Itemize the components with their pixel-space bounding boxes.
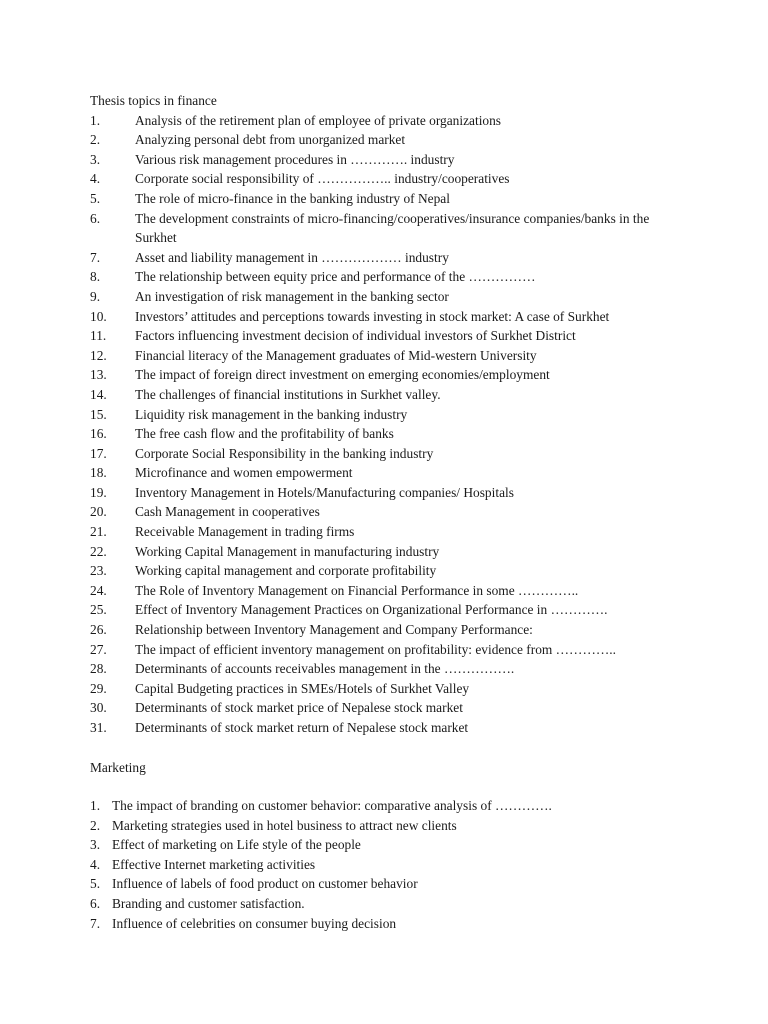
item-number: 2.	[90, 132, 101, 148]
item-number: 12.	[90, 347, 107, 363]
list-item	[90, 542, 690, 562]
item-number: 18.	[90, 465, 107, 481]
list-item	[90, 659, 690, 679]
item-text: The impact of branding on customer behavior: comparative analysis of ………….	[112, 798, 552, 813]
item-number: 7.	[90, 249, 101, 265]
item-number: 9.	[90, 288, 101, 304]
list-item	[90, 581, 690, 601]
list-item	[90, 150, 690, 170]
list-item	[90, 561, 690, 581]
item-text: The development constraints of micro-financing/cooperatives/insurance companies/banks in the Surkhet	[135, 210, 650, 246]
item-text: Various risk management procedures in …………. industry	[135, 151, 455, 167]
list-item	[90, 855, 690, 875]
item-number: 1.	[90, 798, 101, 813]
list-item	[90, 444, 690, 464]
item-text: Influence of celebrities on consumer buying decision	[112, 915, 397, 931]
item-number: 25.	[90, 602, 107, 618]
item-number: 4.	[90, 171, 101, 187]
item-number: 13.	[90, 367, 107, 383]
list-item	[90, 326, 690, 346]
item-text: Determinants of stock market return of Nepalese stock market	[135, 720, 469, 735]
item-text: Inventory Management in Hotels/Manufacturing companies/ Hospitals	[135, 484, 514, 500]
finance-heading: Thesis topics in finance	[90, 93, 217, 108]
list-item	[90, 307, 690, 327]
item-text: Effective Internet marketing activities	[112, 856, 316, 872]
item-number: 4.	[90, 856, 101, 872]
list-item	[90, 796, 690, 816]
item-text: The impact of efficient inventory management on profitability: evidence from …………..	[135, 641, 616, 657]
item-text: The relationship between equity price and performance of the ……………	[135, 269, 536, 285]
item-text: An investigation of risk management in the banking sector	[135, 288, 449, 304]
item-text: The free cash flow and the profitability of banks	[135, 426, 394, 442]
list-item	[90, 209, 690, 248]
list-item	[90, 894, 690, 914]
item-number: 14.	[90, 386, 107, 402]
item-number: 6.	[90, 895, 101, 911]
item-text: Effect of marketing on Life style of the people	[112, 837, 361, 853]
item-number: 28.	[90, 661, 107, 677]
list-item	[90, 698, 690, 718]
list-item	[90, 287, 690, 307]
marketing-topic-list	[90, 796, 690, 933]
item-number: 2.	[90, 817, 101, 833]
item-text: Financial literacy of the Management graduates of Mid-western University	[135, 347, 537, 363]
item-number: 8.	[90, 269, 101, 285]
item-text: Corporate Social Responsibility in the banking industry	[135, 445, 434, 461]
list-item	[90, 248, 690, 268]
item-number: 10.	[90, 308, 107, 324]
list-item	[90, 405, 690, 425]
item-text: Effect of Inventory Management Practices on Organizational Performance in ………….	[135, 602, 608, 618]
item-number: 20.	[90, 504, 107, 520]
item-text: Factors influencing investment decision of individual investors of Surkhet District	[135, 328, 576, 344]
list-item	[90, 169, 690, 189]
item-text: Analyzing personal debt from unorganized market	[135, 132, 406, 148]
item-text: Working Capital Management in manufacturing industry	[135, 543, 440, 559]
item-number: 5.	[90, 876, 101, 892]
item-text: Analysis of the retirement plan of employee of private organizations	[135, 112, 502, 128]
list-item	[90, 679, 690, 699]
list-item	[90, 130, 690, 150]
item-text: Relationship between Inventory Management and Company Performance:	[135, 622, 533, 638]
item-number: 23.	[90, 563, 107, 579]
list-item	[90, 600, 690, 620]
list-item	[90, 111, 690, 131]
list-item	[90, 424, 690, 444]
item-text: Investors’ attitudes and perceptions towards investing in stock market: A case of Surkhet	[135, 308, 610, 324]
list-item	[90, 267, 690, 287]
item-number: 31.	[90, 720, 107, 735]
item-text: Receivable Management in trading firms	[135, 524, 355, 540]
item-number: 11.	[90, 328, 107, 344]
item-text: Working capital management and corporate profitability	[135, 563, 437, 579]
list-item	[90, 522, 690, 542]
item-text: Asset and liability management in ……………… industry	[135, 249, 449, 265]
item-text: Influence of labels of food product on customer behavior	[112, 876, 418, 892]
list-item	[90, 620, 690, 640]
item-number: 15.	[90, 406, 107, 422]
list-item	[90, 189, 690, 209]
list-item	[90, 463, 690, 483]
list-item	[90, 502, 690, 522]
item-number: 5.	[90, 190, 101, 206]
item-number: 29.	[90, 680, 107, 696]
item-text: Microfinance and women empowerment	[135, 465, 353, 481]
item-number: 17.	[90, 445, 107, 461]
item-number: 3.	[90, 151, 101, 167]
item-text: Marketing strategies used in hotel business to attract new clients	[112, 817, 457, 833]
item-number: 19.	[90, 484, 107, 500]
item-text: Corporate social responsibility of …………….. industry/cooperatives	[135, 171, 510, 187]
item-text: Cash Management in cooperatives	[135, 504, 320, 520]
list-item	[90, 718, 690, 738]
list-item	[90, 914, 690, 934]
item-number: 26.	[90, 622, 107, 638]
item-number: 16.	[90, 426, 107, 442]
item-number: 6.	[90, 210, 101, 226]
item-text: Determinants of accounts receivables management in the …………….	[135, 661, 515, 677]
list-item	[90, 816, 690, 836]
item-number: 3.	[90, 837, 101, 853]
item-text: The impact of foreign direct investment on emerging economies/employment	[135, 367, 550, 383]
item-number: 21.	[90, 524, 107, 540]
item-number: 27.	[90, 641, 107, 657]
item-text: The role of micro-finance in the banking industry of Nepal	[135, 190, 450, 206]
list-item	[90, 874, 690, 894]
list-item	[90, 365, 690, 385]
item-text: Liquidity risk management in the banking industry	[135, 406, 408, 422]
list-item	[90, 835, 690, 855]
list-item	[90, 483, 690, 503]
item-number: 30.	[90, 700, 107, 716]
list-item	[90, 640, 690, 660]
finance-topic-list	[90, 111, 690, 738]
list-item	[90, 346, 690, 366]
item-number: 22.	[90, 543, 107, 559]
item-text: The challenges of financial institutions in Surkhet valley.	[135, 386, 441, 402]
item-text: Determinants of stock market price of Nepalese stock market	[135, 700, 463, 716]
item-number: 1.	[90, 112, 101, 128]
item-text: Capital Budgeting practices in SMEs/Hotels of Surkhet Valley	[135, 680, 470, 696]
item-number: 24.	[90, 582, 107, 598]
item-text: The Role of Inventory Management on Financial Performance in some …………..	[135, 582, 579, 598]
item-number: 7.	[90, 915, 101, 931]
marketing-heading: Marketing	[90, 760, 146, 775]
list-item	[90, 385, 690, 405]
item-text: Branding and customer satisfaction.	[112, 895, 305, 911]
